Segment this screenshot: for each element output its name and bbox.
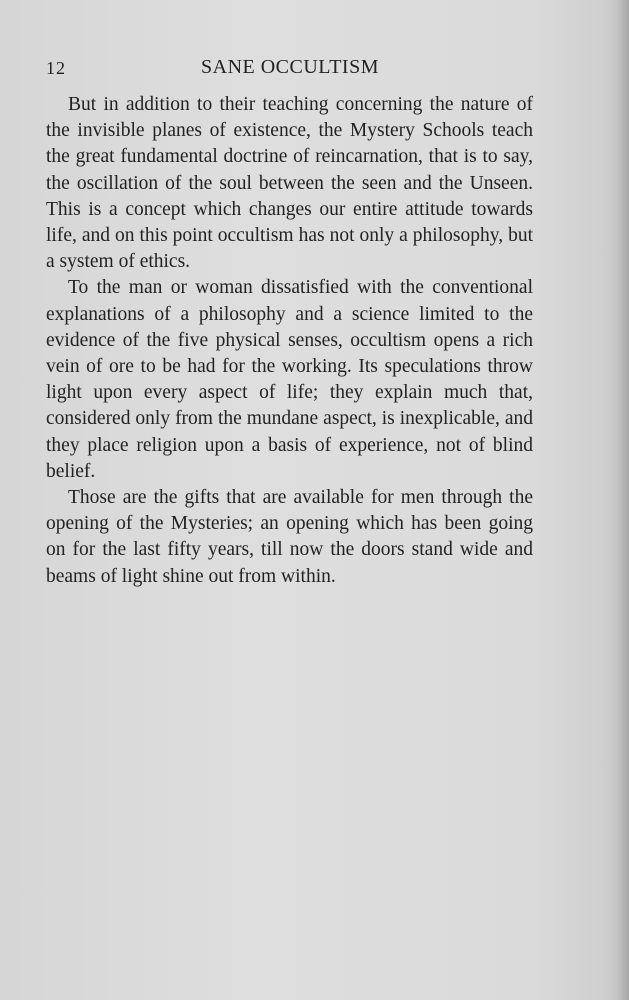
page-edge-shadow [617,0,629,1000]
running-title: SANE OCCULTISM [201,56,379,78]
paragraph-1: But in addition to their teaching concerning the nature of the invisible planes of existence, the Mystery Schools teach the great fundamental doctrine of reincarnation, that is to say, the oscillation of the soul between the seen and the Unseen. This is a concept which changes our entire attitude towards life, and on this point occultism has not only a philosophy, but a system of ethics. [46,94,533,273]
page-header [46,56,534,82]
body-text [46,92,533,590]
page-number: 12 [46,58,66,78]
paragraph-2: To the man or woman dissatisfied with the conventional explanations of a philosophy and a science limited to the evidence of the five physical senses, occultism opens a rich vein of ore to be had for the working. Its speculations throw light upon every aspect of life; they explain much that, considered only from the mundane aspect, is inexplicable, and they place religion upon a basis of experience, not of blind belief. [46,277,533,482]
paragraph-3: Those are the gifts that are available for men through the opening of the Mysteries; an opening which has been going on for the last fifty years, till now the doors stand wide and beams of light shine out from within. [46,487,533,587]
